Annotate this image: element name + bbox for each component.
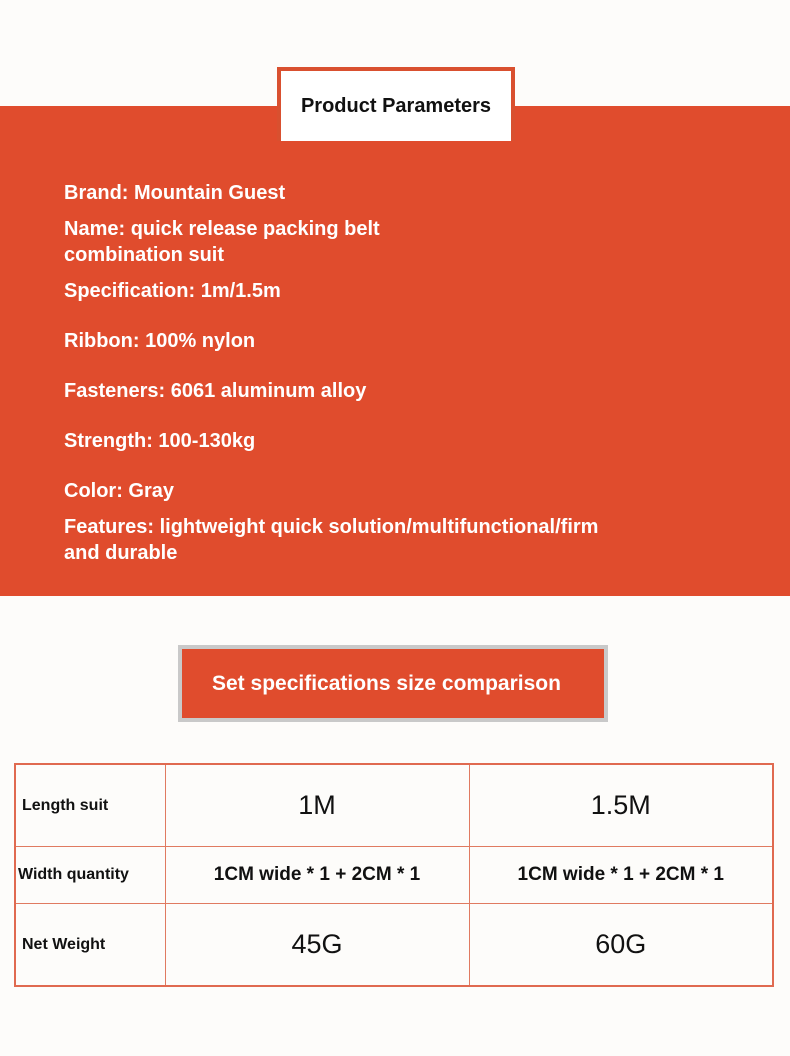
cell: 1M (165, 764, 469, 846)
spec-table (14, 763, 774, 987)
cell: 1CM wide * 1 + 2CM * 1 (165, 846, 469, 904)
param-strength: Strength: 100-130kg (64, 430, 256, 452)
row-label: Length suit (15, 764, 165, 846)
param-name: Name: quick release packing belt combination suit (64, 218, 380, 266)
cell: 1CM wide * 1 + 2CM * 1 (469, 846, 773, 904)
param-specification: Specification: 1m/1.5m (64, 280, 281, 302)
product-parameters-title: Product Parameters (277, 67, 515, 141)
param-fasteners: Fasteners: 6061 aluminum alloy (64, 380, 367, 402)
row-label: Width quantity (15, 846, 165, 904)
row-label: Net Weight (15, 904, 165, 986)
table-row (15, 904, 773, 986)
cell: 60G (469, 904, 773, 986)
param-ribbon: Ribbon: 100% nylon (64, 330, 256, 352)
spec-comparison-heading: Set specifications size comparison (178, 645, 608, 722)
param-color: Color: Gray (64, 480, 175, 502)
parameters-list (64, 180, 764, 576)
param-features: Features: lightweight quick solution/multifunctional/firm and durable (64, 516, 599, 564)
table-row (15, 764, 773, 846)
cell: 45G (165, 904, 469, 986)
cell: 1.5M (469, 764, 773, 846)
param-brand: Brand: Mountain Guest (64, 182, 286, 204)
table-row (15, 846, 773, 904)
